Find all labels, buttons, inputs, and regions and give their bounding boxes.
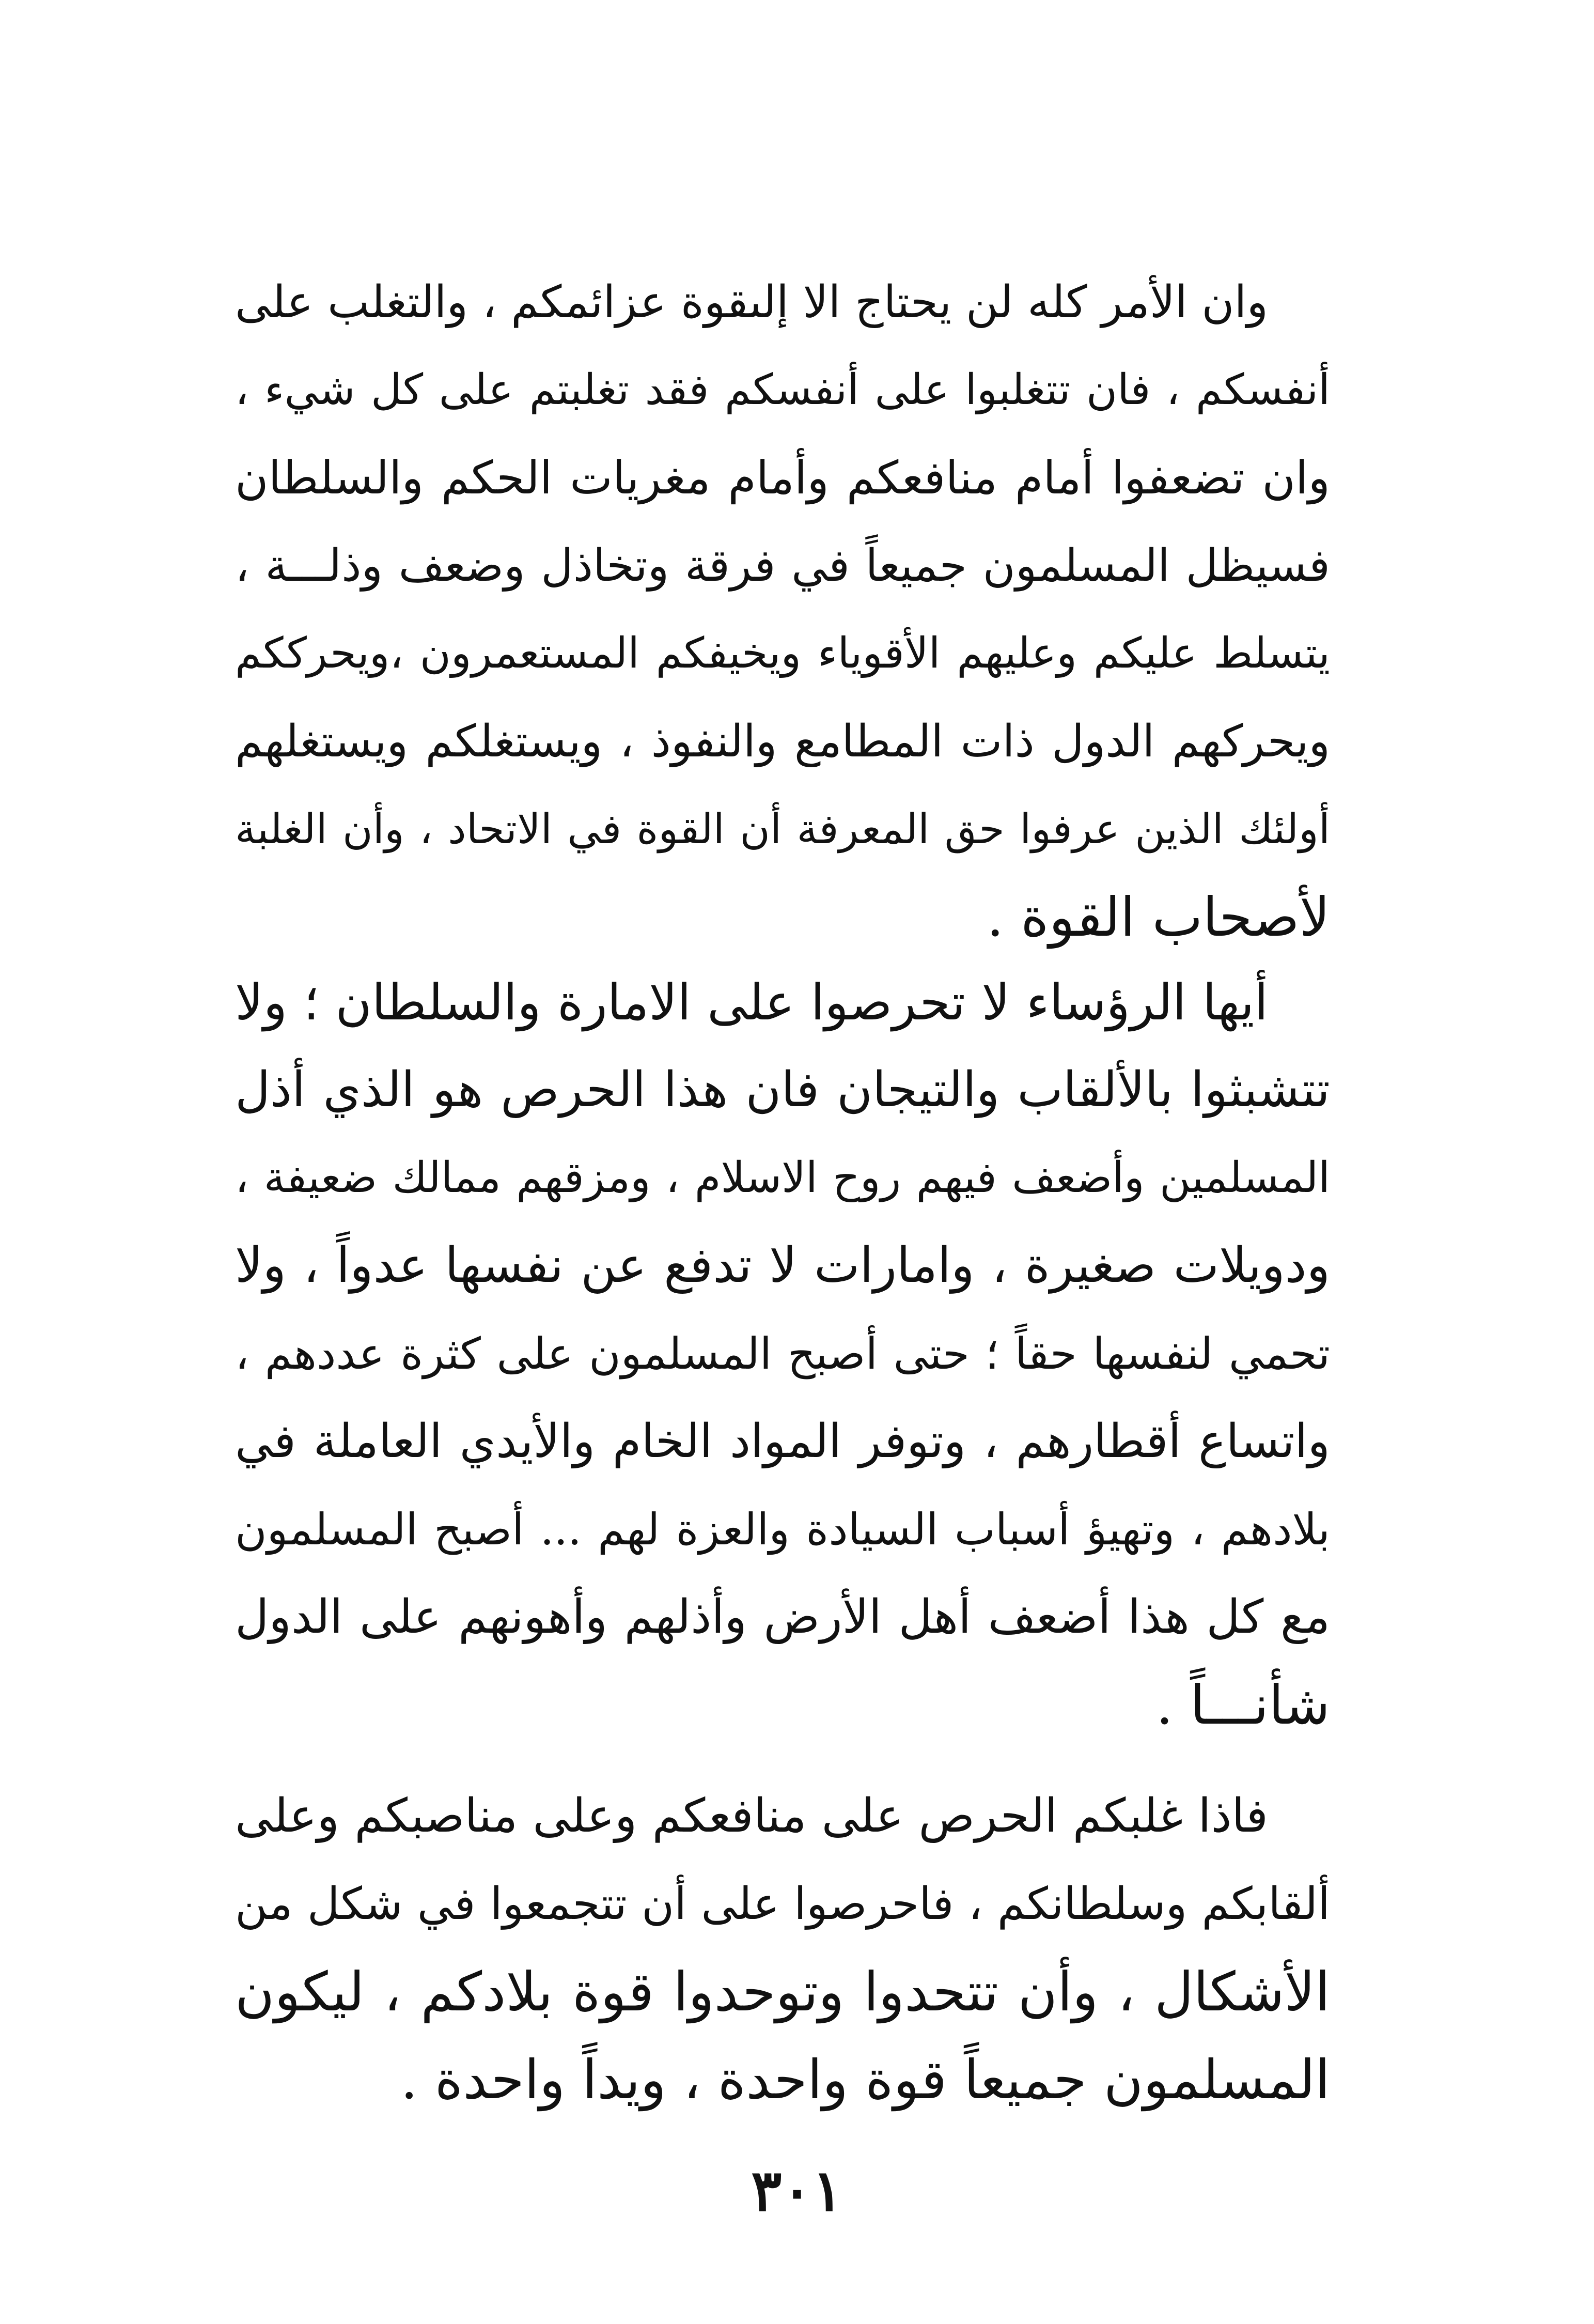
- text-line: تتشبثوا بالألقاب والتيجان فان هذا الحرص هو الذي أذل: [235, 1062, 1330, 1118]
- text-line: أنفسكم ، فان تتغلبوا على أنفسكم فقد تغلبتم على كل شيء ،: [235, 365, 1330, 414]
- text-line: ويحركهم الدول ذات المطامع والنفوذ ، ويستغلكم ويستغلهم: [235, 716, 1330, 767]
- text-line: لأصحاب القوة .: [987, 886, 1330, 949]
- text-line: ودويلات صغيرة ، وامارات لا تدفع عن نفسها عدواً ، ولا: [235, 1237, 1330, 1294]
- text-line: أولئك الذين عرفوا حق المعرفة أن القوة في الاتحاد ، وأن الغلبة: [235, 805, 1330, 853]
- text-line: فاذا غلبكم الحرص على منافعكم وعلى مناصبكم وعلى: [235, 1789, 1268, 1843]
- text-line: فسيظل المسلمون جميعاً في فرقة وتخاذل وضعف وذلـــة ،: [235, 540, 1330, 592]
- text-line: المسلمين وأضعف فيهم روح الاسلام ، ومزقهم ممالك ضعيفة ،: [235, 1153, 1330, 1202]
- text-line: وان تضعفوا أمام منافعكم وأمام مغريات الحكم والسلطان: [235, 451, 1330, 504]
- page-number: ٣٠١: [751, 2157, 843, 2224]
- text-line: شأنـــاً .: [1156, 1674, 1330, 1737]
- paragraph-3: [235, 1772, 1330, 2124]
- text-line: مع كل هذا أضعف أهل الأرض وأذلهم وأهونهم على الدول: [235, 1590, 1330, 1644]
- text-line: المسلمون جميعاً قوة واحدة ، ويداً واحدة .: [400, 2048, 1330, 2111]
- text-line: واتساع أقطارهم ، وتوفر المواد الخام والأيدي العاملة في: [235, 1414, 1330, 1468]
- text-line: تحمي لنفسها حقاً ؛ حتى أصبح المسلمون على كثرة عددهم ،: [235, 1328, 1330, 1379]
- text-line: بلادهم ، وتهيؤ أسباب السيادة والعزة لهم ... أصبح المسلمون: [235, 1504, 1330, 1555]
- paragraph-1: [235, 258, 1330, 961]
- text-line: ألقابكم وسلطانكم ، فاحرصوا على أن تتجمعوا في شكل من: [235, 1878, 1330, 1930]
- paragraph-2: [235, 958, 1330, 1749]
- text-line: يتسلط عليكم وعليهم الأقوياء ويخيفكم المستعمرون ،ويحرككم: [235, 629, 1330, 678]
- text-line: أيها الرؤساء لا تحرصوا على الامارة والسلطان ؛ ولا: [235, 973, 1268, 1031]
- text-line: وان الأمر كله لن يحتاج الا إلىقوة عزائمكم ، والتغلب على: [235, 276, 1268, 328]
- text-line: الأشكال ، وأن تتحدوا وتوحدوا قوة بلادكم ، ليكون: [235, 1960, 1330, 2023]
